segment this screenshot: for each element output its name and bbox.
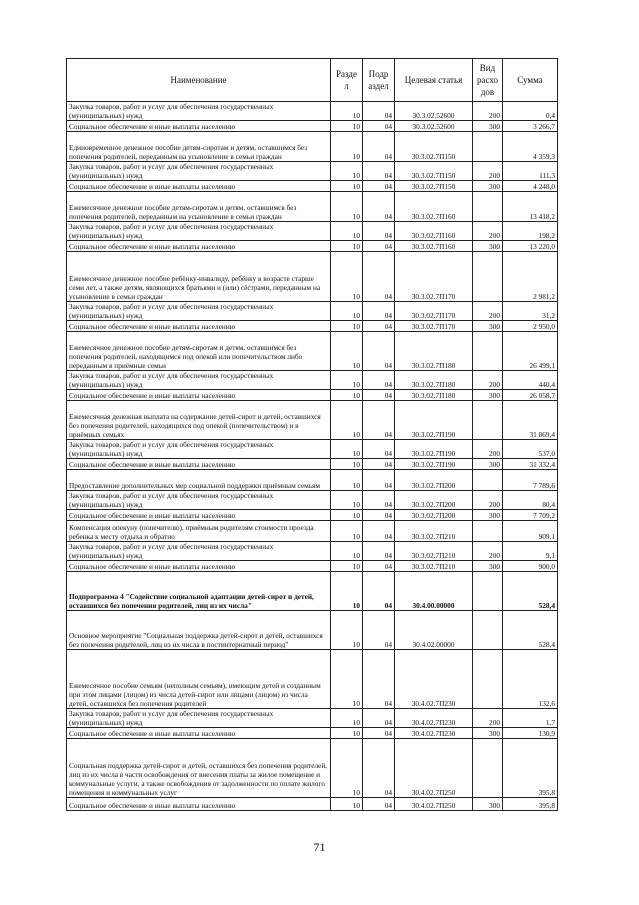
row-target: 30.3.02.7П210	[395, 561, 473, 572]
row-sum: 3 266,7	[503, 121, 558, 132]
table-row	[67, 491, 558, 510]
row-subsection: 04	[363, 390, 395, 401]
row-subsection: 04	[363, 561, 395, 572]
row-name: Социальное обеспечение и иные выплаты населению	[67, 798, 331, 811]
table-row	[67, 181, 558, 192]
row-target: 30.3.02.7П200	[395, 470, 473, 491]
row-target: 30.3.02.7П170	[395, 252, 473, 302]
row-subsection: 04	[363, 611, 395, 650]
table-row	[67, 650, 558, 709]
row-name: Закупка товаров, работ и услуг для обеспечения государственных (муниципальных) нужд	[67, 162, 331, 181]
row-target: 30.3.02.7П210	[395, 542, 473, 561]
row-section: 10	[331, 192, 363, 222]
row-name: Социальное обеспечение и иные выплаты населению	[67, 241, 331, 252]
row-section: 10	[331, 510, 363, 521]
row-sum: 900,0	[503, 561, 558, 572]
table-row	[67, 321, 558, 332]
table-row	[67, 459, 558, 470]
row-name: Социальное обеспечение и иные выплаты населению	[67, 181, 331, 192]
row-subsection: 04	[363, 162, 395, 181]
row-sum: 4 248,0	[503, 181, 558, 192]
table-row	[67, 401, 558, 440]
row-expense-type	[473, 132, 503, 162]
table-row	[67, 739, 558, 798]
row-target: 30.4.02.7П250	[395, 739, 473, 798]
row-sum: 395,8	[503, 798, 558, 811]
row-subsection: 04	[363, 709, 395, 728]
row-subsection: 04	[363, 371, 395, 390]
row-section: 10	[331, 542, 363, 561]
row-section: 10	[331, 241, 363, 252]
row-name: Социальное обеспечение и иные выплаты населению	[67, 121, 331, 132]
row-sum: 198,2	[503, 222, 558, 241]
row-section: 10	[331, 162, 363, 181]
row-expense-type: 300	[473, 121, 503, 132]
row-subsection: 04	[363, 302, 395, 321]
row-subsection: 04	[363, 321, 395, 332]
row-expense-type: 300	[473, 241, 503, 252]
row-name: Социальное обеспечение и иные выплаты населению	[67, 321, 331, 332]
row-name: Компенсация опекуну (попечителю), приёмным родителям стоимости проезда ребенка к месту отдыха и обратно	[67, 521, 331, 542]
row-sum: 2 950,0	[503, 321, 558, 332]
table-row	[67, 102, 558, 121]
table-row	[67, 121, 558, 132]
row-section: 10	[331, 321, 363, 332]
row-target: 30.3.02.7П190	[395, 459, 473, 470]
row-section: 10	[331, 709, 363, 728]
row-expense-type: 200	[473, 302, 503, 321]
row-name: Закупка товаров, работ и услуг для обеспечения государственных (муниципальных) нужд	[67, 102, 331, 121]
row-expense-type: 300	[473, 510, 503, 521]
table-row	[67, 440, 558, 459]
row-target: 30.3.02.7П200	[395, 491, 473, 510]
row-target: 30.3.02.7П180	[395, 371, 473, 390]
row-target: 30.3.02.7П170	[395, 302, 473, 321]
row-target: 30.4.02.00000	[395, 611, 473, 650]
row-expense-type: 200	[473, 222, 503, 241]
row-sum: 80,4	[503, 491, 558, 510]
row-expense-type	[473, 470, 503, 491]
row-section: 10	[331, 572, 363, 611]
table-row	[67, 542, 558, 561]
header-name: Наименование	[67, 59, 331, 102]
row-section: 10	[331, 561, 363, 572]
row-subsection: 04	[363, 510, 395, 521]
budget-table	[66, 58, 558, 811]
row-sum: 31,2	[503, 302, 558, 321]
row-subsection: 04	[363, 650, 395, 709]
table-row	[67, 798, 558, 811]
row-subsection: 04	[363, 798, 395, 811]
row-sum: 7 709,2	[503, 510, 558, 521]
table-row	[67, 561, 558, 572]
table-row	[67, 332, 558, 371]
row-sum: 31 869,4	[503, 401, 558, 440]
row-sum: 7 789,6	[503, 470, 558, 491]
row-sum: 31 332,4	[503, 459, 558, 470]
row-section: 10	[331, 440, 363, 459]
table-row	[67, 521, 558, 542]
row-target: 30.3.02.7П170	[395, 321, 473, 332]
row-expense-type: 300	[473, 728, 503, 739]
row-subsection: 04	[363, 121, 395, 132]
header-target: Целевая статья	[395, 59, 473, 102]
row-expense-type	[473, 521, 503, 542]
row-name: Закупка товаров, работ и услуг для обеспечения государственных (муниципальных) нужд	[67, 302, 331, 321]
row-expense-type	[473, 332, 503, 371]
row-name: Закупка товаров, работ и услуг для обеспечения государственных (муниципальных) нужд	[67, 371, 331, 390]
row-sum: 2 981,2	[503, 252, 558, 302]
row-expense-type: 300	[473, 390, 503, 401]
table-row	[67, 728, 558, 739]
row-sum: 9,1	[503, 542, 558, 561]
row-section: 10	[331, 401, 363, 440]
row-name: Ежемесячное денежное пособие детям-сиротам и детям, оставшимся без попечения родителей, находящимся под опекой или попечительством либо переданным в приёмные семьи	[67, 332, 331, 371]
header-subsection: Подр аздел	[363, 59, 395, 102]
row-subsection: 04	[363, 192, 395, 222]
row-name: Социальная поддержка детей-сирот и детей, оставшихся без попечения родителей, лиц из их числа в части освобождения от внесения платы за жилое помещение и коммунальные услуги, а также освобождения от задолженности по оплате жилого помещения и коммунальных услуг	[67, 739, 331, 798]
row-expense-type: 300	[473, 321, 503, 332]
row-target: 30.4.02.7П230	[395, 728, 473, 739]
row-section: 10	[331, 521, 363, 542]
row-target: 30.4.02.7П230	[395, 650, 473, 709]
row-expense-type: 300	[473, 459, 503, 470]
table-row	[67, 510, 558, 521]
row-expense-type: 300	[473, 181, 503, 192]
row-subsection: 04	[363, 728, 395, 739]
row-target: 30.3.02.7П190	[395, 440, 473, 459]
row-target: 30.3.02.7П150	[395, 181, 473, 192]
row-section: 10	[331, 470, 363, 491]
table-row	[67, 572, 558, 611]
row-subsection: 04	[363, 332, 395, 371]
row-section: 10	[331, 121, 363, 132]
row-target: 30.3.02.7П210	[395, 521, 473, 542]
row-name: Социальное обеспечение и иные выплаты населению	[67, 561, 331, 572]
row-target: 30.3.02.7П160	[395, 241, 473, 252]
row-section: 10	[331, 728, 363, 739]
row-expense-type: 200	[473, 440, 503, 459]
row-subsection: 04	[363, 521, 395, 542]
row-section: 10	[331, 611, 363, 650]
row-target: 30.3.02.52600	[395, 121, 473, 132]
row-section: 10	[331, 222, 363, 241]
row-name: Предоставление дополнительных мер социальной поддержки приёмным семьям	[67, 470, 331, 491]
row-section: 10	[331, 302, 363, 321]
row-sum: 537,0	[503, 440, 558, 459]
row-subsection: 04	[363, 222, 395, 241]
row-name: Ежемесячное пособие семьям (неполным семьям), имеющим детей и созданным при этом лицами (лицом) из числа детей-сирот или лицами (лицом) из числа детей, оставшихся без попечения родителей	[67, 650, 331, 709]
row-section: 10	[331, 181, 363, 192]
table-row	[67, 222, 558, 241]
row-name: Ежемесячное денежное пособие детям-сиротам и детям, оставшимся без попечения родителей, переданным на усыновление в семьи граждан	[67, 192, 331, 222]
row-expense-type: 300	[473, 561, 503, 572]
row-target: 30.3.02.7П160	[395, 192, 473, 222]
table-row	[67, 252, 558, 302]
row-subsection: 04	[363, 252, 395, 302]
row-section: 10	[331, 332, 363, 371]
row-name: Основное мероприятие "Социальная поддержка детей-сирот и детей, оставшихся без попечения родителей, лиц из их числа в постинтернатный период"	[67, 611, 331, 650]
row-section: 10	[331, 739, 363, 798]
row-subsection: 04	[363, 440, 395, 459]
row-subsection: 04	[363, 132, 395, 162]
row-name: Закупка товаров, работ и услуг для обеспечения государственных (муниципальных) нужд	[67, 440, 331, 459]
row-target: 30.3.02.7П190	[395, 401, 473, 440]
table-row	[67, 470, 558, 491]
row-subsection: 04	[363, 491, 395, 510]
row-expense-type: 200	[473, 371, 503, 390]
row-sum: 13 418,2	[503, 192, 558, 222]
row-name: Единовременное денежное пособие детям-сиротам и детям, оставшимся без попечения родителей, переданным на усыновление в семьи граждан	[67, 132, 331, 162]
table-row	[67, 611, 558, 650]
row-section: 10	[331, 390, 363, 401]
row-expense-type: 200	[473, 709, 503, 728]
row-expense-type	[473, 401, 503, 440]
row-name: Закупка товаров, работ и услуг для обеспечения государственных (муниципальных) нужд	[67, 542, 331, 561]
row-expense-type	[473, 252, 503, 302]
row-subsection: 04	[363, 102, 395, 121]
row-sum: 1,7	[503, 709, 558, 728]
row-sum: 440,4	[503, 371, 558, 390]
row-subsection: 04	[363, 181, 395, 192]
row-subsection: 04	[363, 542, 395, 561]
row-name: Ежемесячное денежное пособие ребёнку-инвалиду, ребёнку в возрасте старше семи лет, а также детям, являющихся братьями и (или) сёстрами, переданным на усыновление в семьи граждан	[67, 252, 331, 302]
row-sum: 130,9	[503, 728, 558, 739]
row-section: 10	[331, 798, 363, 811]
table-body	[67, 102, 558, 811]
row-name: Подпрограмма 4 "Содействие социальной адаптации детей-сирот и детей, оставшихся без попечения родителей, лиц из их числа"	[67, 572, 331, 611]
row-sum: 26 058,7	[503, 390, 558, 401]
row-section: 10	[331, 491, 363, 510]
row-section: 10	[331, 132, 363, 162]
row-subsection: 04	[363, 241, 395, 252]
row-name: Закупка товаров, работ и услуг для обеспечения государственных (муниципальных) нужд	[67, 222, 331, 241]
row-name: Ежемесячная денежная выплата на содержание детей-сирот и детей, оставшихся без попечения родителей, находящихся под опекой (попечительством) и в приёмных семьях	[67, 401, 331, 440]
row-target: 30.3.02.7П180	[395, 390, 473, 401]
row-expense-type	[473, 611, 503, 650]
row-section: 10	[331, 650, 363, 709]
row-target: 30.3.02.7П180	[395, 332, 473, 371]
row-section: 10	[331, 371, 363, 390]
row-name: Социальное обеспечение и иные выплаты населению	[67, 510, 331, 521]
row-expense-type: 200	[473, 491, 503, 510]
table-row	[67, 132, 558, 162]
row-sum: 13 220,0	[503, 241, 558, 252]
table-row	[67, 371, 558, 390]
row-target: 30.4.02.7П250	[395, 798, 473, 811]
row-expense-type	[473, 572, 503, 611]
table-row	[67, 162, 558, 181]
row-subsection: 04	[363, 572, 395, 611]
row-name: Социальное обеспечение и иные выплаты населению	[67, 459, 331, 470]
row-target: 30.4.00.00000	[395, 572, 473, 611]
row-section: 10	[331, 102, 363, 121]
table-row	[67, 390, 558, 401]
table-row	[67, 709, 558, 728]
row-target: 30.3.02.7П200	[395, 510, 473, 521]
row-expense-type	[473, 650, 503, 709]
row-subsection: 04	[363, 459, 395, 470]
row-expense-type: 300	[473, 798, 503, 811]
row-subsection: 04	[363, 739, 395, 798]
row-sum: 528,4	[503, 572, 558, 611]
row-name: Закупка товаров, работ и услуг для обеспечения государственных (муниципальных) нужд	[67, 491, 331, 510]
row-sum: 528,4	[503, 611, 558, 650]
row-expense-type: 200	[473, 102, 503, 121]
row-expense-type: 200	[473, 162, 503, 181]
row-target: 30.3.02.7П150	[395, 162, 473, 181]
row-target: 30.4.02.7П230	[395, 709, 473, 728]
row-name: Социальное обеспечение и иные выплаты населению	[67, 728, 331, 739]
header-sum: Сумма	[503, 59, 558, 102]
row-sum: 111,3	[503, 162, 558, 181]
row-sum: 0,4	[503, 102, 558, 121]
row-sum: 4 359,3	[503, 132, 558, 162]
row-sum: 395,8	[503, 739, 558, 798]
row-target: 30.3.02.52600	[395, 102, 473, 121]
row-subsection: 04	[363, 401, 395, 440]
row-target: 30.3.02.7П160	[395, 222, 473, 241]
table-header-row	[67, 59, 558, 102]
row-target: 30.3.02.7П150	[395, 132, 473, 162]
header-expense-type: Вид расхо дов	[473, 59, 503, 102]
header-section: Разде л	[331, 59, 363, 102]
row-name: Социальное обеспечение и иные выплаты населению	[67, 390, 331, 401]
row-sum: 909,1	[503, 521, 558, 542]
row-section: 10	[331, 252, 363, 302]
row-sum: 132,6	[503, 650, 558, 709]
table-row	[67, 241, 558, 252]
row-expense-type	[473, 739, 503, 798]
row-name: Закупка товаров, работ и услуг для обеспечения государственных (муниципальных) нужд	[67, 709, 331, 728]
row-subsection: 04	[363, 470, 395, 491]
row-expense-type	[473, 192, 503, 222]
row-sum: 26 499,1	[503, 332, 558, 371]
table-row	[67, 302, 558, 321]
row-expense-type: 200	[473, 542, 503, 561]
row-section: 10	[331, 459, 363, 470]
table-row	[67, 192, 558, 222]
page-number: 71	[313, 840, 326, 854]
